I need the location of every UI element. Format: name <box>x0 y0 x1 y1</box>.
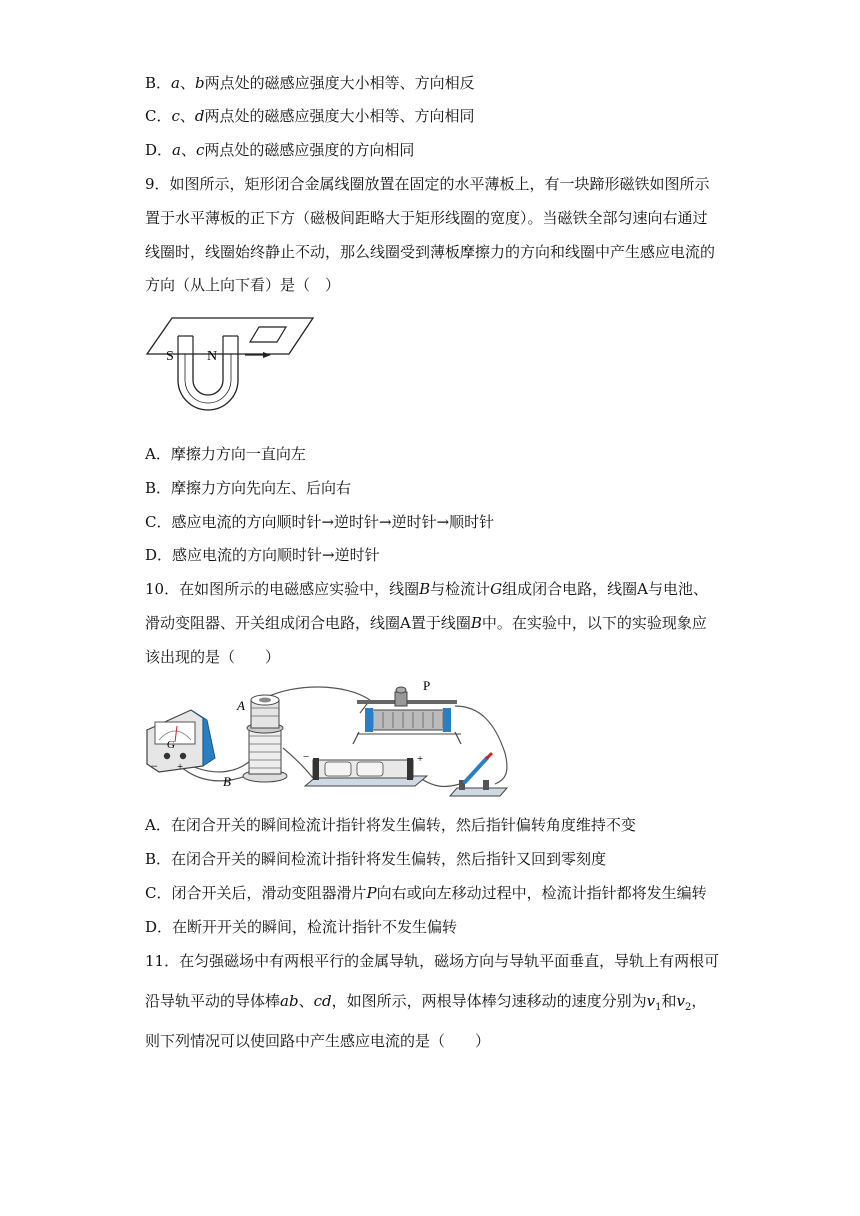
q10-apparatus-figure <box>145 678 520 810</box>
q9-option-d: D．感应电流的方向顺时针→逆时针 <box>145 546 380 564</box>
q9-option-b: B．摩擦力方向先向左、后向右 <box>145 479 352 497</box>
q9-option-c: C．感应电流的方向顺时针→逆时针→逆时针→顺时针 <box>145 513 495 531</box>
slider-p <box>395 692 407 706</box>
coil-b <box>243 728 287 782</box>
q10-stem-line-1: 10．在如图所示的电磁感应实验中，线圈B与检流计G组成闭合电路，线圈A与电池、 <box>145 580 708 598</box>
q8-option-b: B．a、b两点处的磁感应强度大小相等、方向相反 <box>145 74 475 92</box>
pole-n-label: N <box>207 349 218 364</box>
galvanometer-label: G <box>167 739 175 751</box>
galvanometer-minus: − <box>151 759 158 773</box>
q10-option-d: D．在断开开关的瞬间，检流计指针不发生偏转 <box>145 918 458 936</box>
q10-option-a: A．在闭合开关的瞬间检流计指针将发生偏转，然后指针偏转角度维持不变 <box>145 816 636 834</box>
battery-minus: − <box>303 751 310 763</box>
q8-option-c: C．c、d两点处的磁感应强度大小相等、方向相同 <box>145 107 475 125</box>
q9-stem-line-1: 9．如图所示，矩形闭合金属线圈放置在固定的水平薄板上，有一块蹄形磁铁如图所示 <box>145 175 710 193</box>
battery <box>303 751 427 786</box>
q11-stem-line-2: 沿导轨平动的导体棒ab、cd，如图所示，两根导体棒匀速移动的速度分别为$v_1$和$v_2$， <box>145 992 707 1013</box>
q8-option-d: D．a、c两点处的磁感应强度的方向相同 <box>145 141 415 159</box>
galvanometer <box>147 710 215 773</box>
battery-plus: + <box>417 753 424 765</box>
q10-stem-line-3: 该出现的是（ ） <box>145 648 281 666</box>
coil-b-label: B <box>223 774 231 789</box>
galvanometer-plus: + <box>177 761 184 773</box>
wire <box>265 687 370 700</box>
q10-option-b: B．在闭合开关的瞬间检流计指针将发生偏转，然后指针又回到零刻度 <box>145 850 607 868</box>
slider-p-label: P <box>423 678 431 693</box>
q10-stem-line-2: 滑动变阻器、开关组成闭合电路，线圈A置于线圈B中。在实验中，以下的实验现象应 <box>145 614 707 632</box>
wire <box>420 778 460 786</box>
pole-s-label: S <box>166 349 174 364</box>
q9-stem-line-2: 置于水平薄板的正下方（磁极间距略大于矩形线圈的宽度）。当磁铁全部匀速向右通过 <box>145 209 708 227</box>
q9-magnet-figure <box>145 312 320 424</box>
wire <box>455 706 507 784</box>
switch <box>450 754 507 796</box>
coil-a-label: A <box>237 698 245 713</box>
rheostat <box>353 687 461 744</box>
q9-option-a: A．摩擦力方向一直向左 <box>145 445 306 463</box>
coil-a <box>247 695 283 733</box>
q11-stem-line-1: 11．在匀强磁场中有两根平行的金属导轨，磁场方向与导轨平面垂直，导轨上有两根可 <box>145 952 720 970</box>
q11-stem-line-3: 则下列情况可以使回路中产生感应电流的是（ ） <box>145 1032 491 1050</box>
q10-option-c: C．闭合开关后，滑动变阻器滑片P向右或向左移动过程中，检流计指针都将发生编转 <box>145 884 707 902</box>
q9-stem-line-3: 线圈时，线圈始终静止不动，那么线圈受到薄板摩擦力的方向和线圈中产生感应电流的 <box>145 243 716 261</box>
q9-stem-line-4: 方向（从上向下看）是（ ） <box>145 276 341 294</box>
